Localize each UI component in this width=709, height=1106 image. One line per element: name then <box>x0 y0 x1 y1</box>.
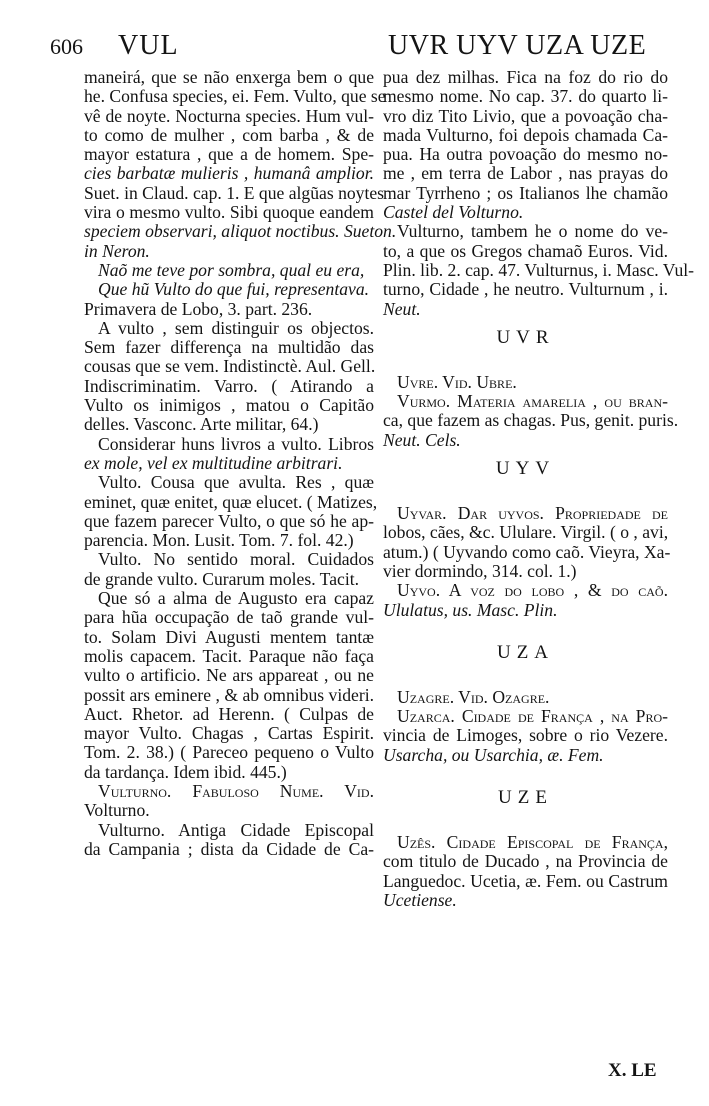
text-line: da Campania ; dista da Cidade de Ca- <box>84 838 374 859</box>
entry-line: Uzarca. Cidade de França , na Pro- <box>397 706 668 727</box>
entry-line: Considerar huns livros a vulto. Libros <box>98 433 374 454</box>
text-line: mesmo nome. No cap. 37. do quarto li- <box>383 86 668 107</box>
text-line: vincia de Limoges, sobre o rio Vezere. <box>383 725 668 746</box>
text-line: to, a que os Gregos chamaõ Euros. Vid. <box>383 240 668 261</box>
text-line: Ululatus, us. Masc. Plin. <box>383 599 558 620</box>
text-line: Languedoc. Ucetia, æ. Fem. ou Castrum <box>383 870 668 891</box>
text-line: vê de noyte. Nocturna species. Hum vul- <box>84 105 374 126</box>
text-line: he. Confusa species, ei. Fem. Vulto, que se <box>84 86 386 107</box>
text-line: possit ars eminere , & ab omnibus videri. <box>84 684 374 705</box>
text-line: turno, Cidade , he neutro. Vulturnum , i. <box>383 279 668 300</box>
entry-line: Uyvo. A voz do lobo , & do caõ. <box>397 580 668 601</box>
right-column <box>383 67 694 910</box>
text-line: me , em terra de Labor , nas prayas do <box>383 163 668 184</box>
entry-line: Vurmo. Materia amarelia , ou bran- <box>397 391 668 412</box>
verse-line: Naõ me teve por sombra, qual eu era, <box>98 259 365 280</box>
entry-line: Uzês. Cidade Episcopal de França, <box>397 832 668 853</box>
text-line: to como de mulher , com barba , & de <box>84 124 374 145</box>
text-line: lobos, cães, &c. Ululare. Virgil. ( o , avi, <box>383 522 669 543</box>
text-line: vro diz Tito Livio, que a povoação cha- <box>383 105 668 126</box>
text-line: delles. Vasconc. Arte militar, 64.) <box>84 414 319 435</box>
text-line: Auct. Rhetor. ad Herenn. ( Culpas de <box>84 703 374 724</box>
text-line: Castel del Volturno. <box>383 202 524 223</box>
section-heading-uyv: UYV <box>495 458 556 480</box>
text-line: Suet. in Claud. cap. 1. E que algũas noytes <box>84 182 385 203</box>
text-line: Indiscriminatim. Varro. ( Atirando a <box>84 375 374 396</box>
page-number: 606 <box>50 34 83 59</box>
text-line: mayor estatura , que a de homem. Spe- <box>84 144 374 165</box>
text-line: mada Vulturno, foi depois chamada Ca- <box>383 124 668 145</box>
catchword: X. LE <box>608 1060 657 1081</box>
left-running-head: VUL <box>118 30 179 61</box>
text-line: mayor Vulto. Chagas , Cartas Espirit. <box>84 723 374 744</box>
entry-line: Que só a alma de Augusto era capaz <box>98 588 374 609</box>
text-line: maneirá, que se não enxerga bem o que <box>84 67 374 87</box>
text-line: da tardança. Idem ibid. 445.) <box>84 761 287 782</box>
text-line: vira o mesmo vulto. Sibi quoque eandem <box>84 202 374 223</box>
text-line: ca, que fazem as chagas. Pus, genit. puris. <box>383 410 679 431</box>
entry-line: Uzagre. Vid. Ozagre. <box>397 686 550 707</box>
text-line: com titulo de Ducado , na Provincia de <box>383 851 668 872</box>
text-line: Neut. Cels. <box>383 429 461 450</box>
text-line: atum.) ( Uyvando como caõ. Vieyra, Xa- <box>383 541 671 562</box>
text-line: molis capacem. Tacit. Paraque não faça <box>84 645 374 666</box>
text-line: ex mole, vel ex multitudine arbitrari. <box>84 452 343 473</box>
text-line: Ucetiense. <box>383 889 457 910</box>
right-running-head: UVR UYV UZA UZE <box>388 30 647 61</box>
text-line: to. Solam Divi Augusti mentem tantæ <box>84 626 374 647</box>
text-line: de grande vulto. Curarum moles. Tacit. <box>84 568 359 589</box>
text-line: Sem fazer differença na multidão das <box>84 337 374 358</box>
text-line: Vulto os inimigos , matou o Capitão <box>84 395 374 416</box>
entry-line: Vulturno. Fabuloso Nume. Vid. <box>98 780 374 801</box>
text-line: Plin. lib. 2. cap. 47. Vulturnus, i. Masc. Vul- <box>383 259 694 280</box>
text-line: Volturno. <box>84 800 150 821</box>
text-line: para hũa occupação de taõ grande vul- <box>84 607 374 628</box>
section-heading-uvr: UVR <box>496 326 555 348</box>
text-line: que fazem parecer Vulto, o que só he ap- <box>84 510 374 531</box>
text-line: parencia. Mon. Lusit. Tom. 7. fol. 42.) <box>84 530 354 551</box>
entry-line: Uvre. Vid. Ubre. <box>397 371 517 392</box>
left-column <box>84 67 397 859</box>
entry-line: Vulto. No sentido moral. Cuidados <box>98 549 374 570</box>
running-header <box>0 30 709 66</box>
text-line: Primavera de Lobo, 3. part. 236. <box>84 298 313 319</box>
entry-line: Vulto. Cousa que avulta. Res , quæ <box>98 472 374 493</box>
text-line: vier dormindo, 314. col. 1.) <box>383 560 577 581</box>
text-line: cousas que se vem. Indistinctè. Aul. Gell. <box>84 356 376 377</box>
text-line: cies barbatæ mulieris , humanâ amplior. <box>84 163 374 184</box>
text-line: mar Tyrrheno ; os Italianos lhe chamão <box>383 182 668 203</box>
text-line: Tom. 2. 38.) ( Pareceo pequeno o Vulto <box>84 742 374 763</box>
text-line: pua. Ha outra povoação do mesmo no- <box>383 144 668 165</box>
section-heading-uza: UZA <box>496 641 555 663</box>
text-line: in Neron. <box>84 240 150 261</box>
text-line: pua dez milhas. Fica na foz do rio do <box>383 67 668 87</box>
text-line: speciem observari, aliquot noctibus. Sueton. <box>84 221 397 242</box>
entry-line: Vulturno, tambem he o nome do ve- <box>397 221 668 242</box>
text-line: eminet, quæ enitet, quæ elucet. ( Matizes, <box>84 491 378 512</box>
entry-line: A vulto , sem distinguir os objectos. <box>98 317 374 338</box>
section-heading-uze: UZE <box>498 787 553 809</box>
text-line: Neut. <box>383 298 421 319</box>
text-line: Usarcha, ou Usarchia, æ. Fem. <box>383 744 604 765</box>
entry-line: Vulturno. Antiga Cidade Episcopal <box>98 819 374 840</box>
text-line: vulto o artificio. Ne ars appareat , ou ne <box>84 665 374 686</box>
entry-line: Uyvar. Dar uyvos. Propriedade de <box>397 503 668 524</box>
verse-line: Que hũ Vulto do que fui, representava. <box>98 279 370 300</box>
